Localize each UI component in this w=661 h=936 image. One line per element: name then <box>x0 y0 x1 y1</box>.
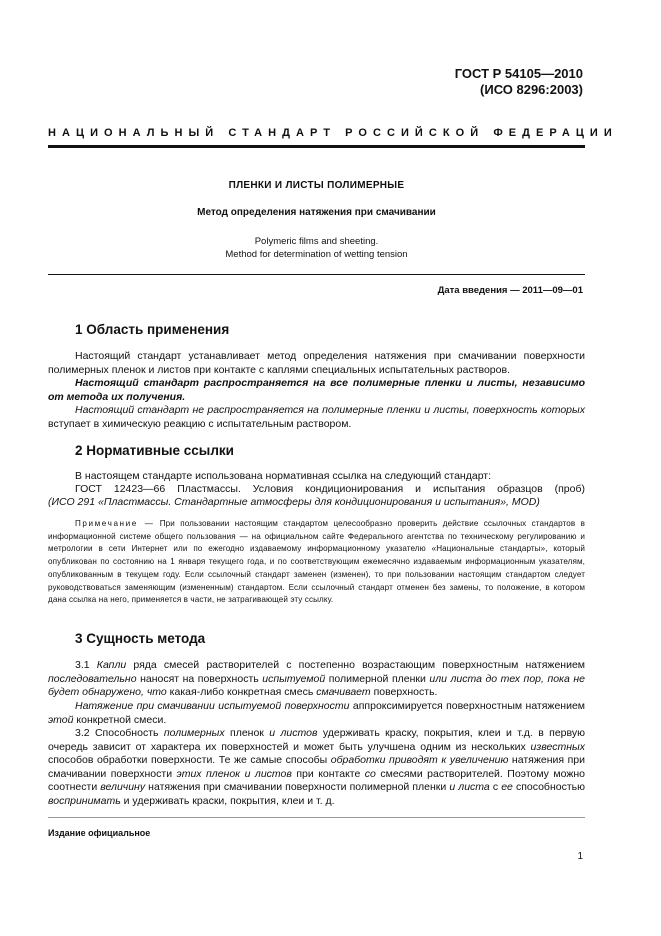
section-2-heading: 2 Нормативные ссылки <box>75 443 234 458</box>
text-run: смесями растворителей. Поэтому можно соотнести <box>48 767 586 793</box>
italic-run: испытуемой <box>262 672 326 685</box>
english-title-line2: Method for determination of wetting tension <box>225 249 408 260</box>
footer-rule <box>48 817 585 818</box>
section-2-note <box>48 518 585 607</box>
standard-number-block <box>330 66 583 98</box>
page-number: 1 <box>577 851 583 862</box>
italic-run: воспринимать <box>48 794 121 807</box>
text-run: 3.2 Способность <box>75 727 164 739</box>
text-run: 3.1 <box>75 659 97 671</box>
p3-italic-part: Настоящий стандарт не распространяется на полимерные пленки и листы, поверхность <box>75 404 538 416</box>
italic-run: Капли <box>96 659 127 671</box>
text-run: полимерной пленки <box>325 672 430 685</box>
text-run: с <box>489 781 502 793</box>
section-2-reference: ГОСТ 12423—66 Пластмассы. Условия кондиционирования и испытания образцов (проб) <box>75 483 585 495</box>
text-run: удерживать краску, покрытия, клеи и т.д. в первую очередь зависит от характера их поверхностей и может быть улучшена одним из нескольких <box>48 727 585 753</box>
italic-run: последовательно <box>48 672 137 685</box>
italic-run: полимерных <box>163 727 225 739</box>
italic-run: и листа <box>449 781 490 793</box>
section-1-paragraph-3 <box>48 404 585 431</box>
text-run: пленок <box>224 727 270 739</box>
section-1-heading: 1 Область применения <box>75 322 230 337</box>
italic-run: этой <box>48 713 74 726</box>
text-run: и удерживать краски, покрытия, клеи и т. д. <box>120 794 335 807</box>
text-run: наносят на поверхность <box>136 672 263 685</box>
section-2-reference-iso: (ИСО 291 «Пластмассы. Стандартные атмосферы для кондиционирования и испытания», MOD) <box>48 496 540 508</box>
text-run: натяжения при смачивании поверхности <box>48 754 585 780</box>
p3-italic-which: которых <box>540 404 585 416</box>
section-1-paragraph-1: Настоящий стандарт устанавливает метод определения натяжения при смачивании поверхности полимерных пленок и листов при контакте с каплями специальных испытательных растворов. <box>48 350 585 376</box>
text-run: при контакте <box>291 767 365 780</box>
italic-run: обработки приводят к увеличению <box>330 754 509 766</box>
italic-run: ее <box>501 781 513 793</box>
italic-run: со <box>364 767 376 780</box>
italic-run: известных <box>530 740 585 753</box>
official-edition-label: Издание официальное <box>48 828 151 838</box>
text-run: способов обработки поверхности. Те же самые способы <box>48 754 331 766</box>
text-run: способностью <box>512 781 585 793</box>
text-run: какая-либо конкретная смесь <box>166 686 317 698</box>
note-label: Примечание — <box>75 519 155 528</box>
italic-run: или листа до тех пор, пока не будет обнаружено, что <box>48 672 585 698</box>
text-run: поверхность. <box>370 686 438 698</box>
national-standard-banner: НАЦИОНАЛЬНЫЙ СТАНДАРТ РОССИЙСКОЙ ФЕДЕРАЦИИ <box>48 127 618 139</box>
section-3-heading: 3 Сущность метода <box>75 631 206 646</box>
document-title: ПЛЕНКИ И ЛИСТЫ ПОЛИМЕРНЫЕ <box>228 180 405 191</box>
standard-number: ГОСТ Р 54105—2010 <box>454 66 583 81</box>
iso-reference: (ИСО 8296:2003) <box>480 82 583 97</box>
section-2-paragraph-1: В настоящем стандарте использована нормативная ссылка на следующий стандарт: <box>75 470 492 482</box>
note-text: При пользовании настоящим стандартом целесообразно проверить действие ссылочных стандартов в информационной системе общего пользования — на официальном сайте Федерального агентства по техническому регулированию и метрологии в сети Интернет или по ежегодно издаваемому информационному указателю «Национальные стандарты», который опубликован по состоянию на 1 января текущего года, и по соответствующим ежемесячно издаваемым информационным указателям, опубликованным в текущем году. Если ссылочный стандарт заменен (изменен), то при пользовании настоящим стандартом следует руководствоваться заменяющим (измененным) стандартом. Если ссылочный стандарт отменен без замены, то положение, в котором дана ссылка на него, применяется в части, не затрагивающей эту ссылку. <box>48 519 585 605</box>
section-3-paragraph-3 <box>48 727 585 808</box>
section-3-paragraph-2 <box>48 700 585 727</box>
introduction-date: Дата введения — 2011—09—01 <box>437 285 583 296</box>
text-run: натяжения при смачивании поверхности полимерной пленки <box>145 781 450 793</box>
text-run: конкретной смеси. <box>73 713 167 726</box>
header-rule <box>48 145 585 148</box>
text-run: аппроксимируется поверхностным натяжением <box>349 700 586 712</box>
italic-run: и листов <box>269 727 318 739</box>
title-rule <box>48 274 585 275</box>
section-3-paragraph-1 <box>48 659 585 700</box>
section-1-paragraph-2: Настоящий стандарт распространяется на все полимерные пленки и листы, независимо от метода их получения. <box>48 377 585 403</box>
text-run: ряда смесей растворителей с постепенно возрастающим поверхностным натяжением <box>126 659 585 671</box>
italic-run: величину <box>100 781 146 793</box>
english-title-line1: Polymeric films and sheeting. <box>254 236 379 247</box>
italic-run: этих пленок и листов <box>176 767 292 780</box>
document-subtitle: Метод определения натяжения при смачивании <box>197 207 436 218</box>
p3-rest: вступает в химическую реакцию с испытательным раствором. <box>48 417 352 430</box>
italic-run: Натяжение при смачивании испытуемой поверхности <box>75 700 350 712</box>
italic-run: смачивает <box>316 686 371 698</box>
